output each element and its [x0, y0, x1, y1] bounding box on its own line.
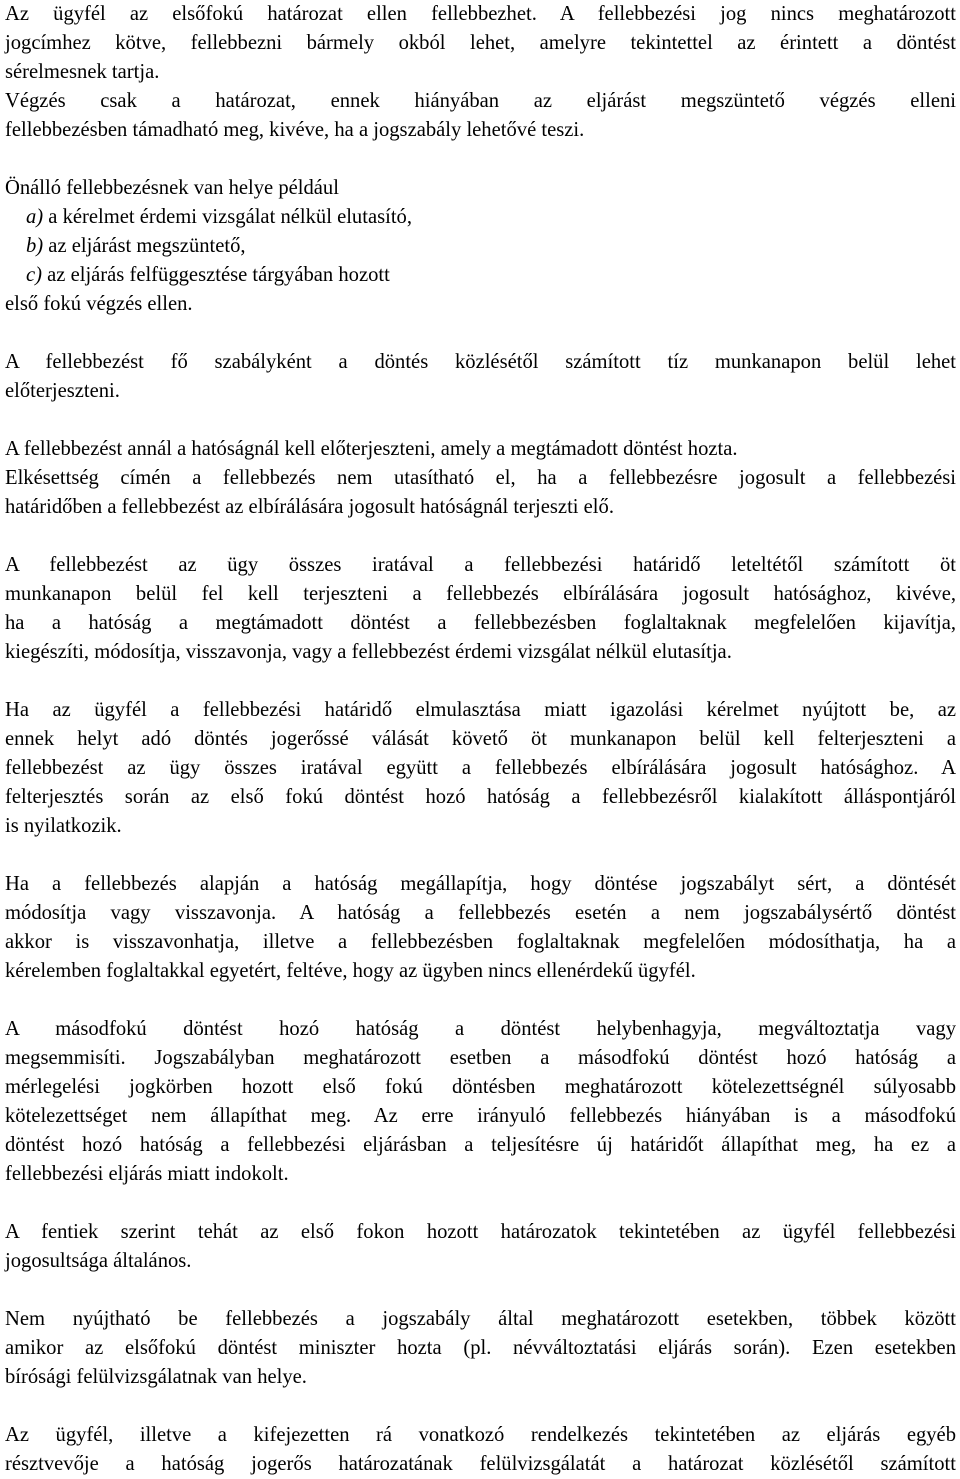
- text-line: A másodfokú döntést hozó hatóság a döntést helybenhagyja, megváltoztatja vagy: [5, 1018, 956, 1040]
- paragraph-spacer: [5, 1392, 956, 1421]
- paragraph-spacer: [5, 1189, 956, 1218]
- text-line: előterjeszteni.: [5, 380, 120, 402]
- text-line: A fellebbezést annál a hatóságnál kell előterjeszteni, amely a megtámadott döntést hozta.: [5, 438, 738, 460]
- text-line: mérlegelési jogkörben hozott első fokú döntésben meghatározott kötelezettségnél súlyosabb: [5, 1076, 956, 1098]
- text-line: Végzés csak a határozat, ennek hiányában az eljárást megszüntető végzés elleni: [5, 90, 956, 112]
- list-item: [26, 232, 956, 261]
- list-item-text: az eljárás felfüggesztése tárgyában hozott: [42, 264, 390, 286]
- text-line: sérelmesnek tartja.: [5, 61, 160, 83]
- paragraph: [5, 1305, 956, 1392]
- text-line: Ha a fellebbezés alapján a hatóság megállapítja, hogy döntése jogszabályt sért, a döntését: [5, 873, 956, 895]
- paragraph-spacer: [5, 986, 956, 1015]
- list-intro: Önálló fellebbezésnek van helye például: [5, 177, 339, 199]
- text-line: módosítja vagy visszavonja. A hatóság a fellebbezés esetén a nem jogszabálysértő döntést: [5, 902, 956, 924]
- paragraph: [5, 435, 956, 522]
- paragraph: [5, 1218, 956, 1276]
- text-line: Elkésettség címén a fellebbezés nem utasítható el, ha a fellebbezésre jogosult a fellebbezési: [5, 467, 956, 489]
- text-line: munkanapon belül fel kell terjeszteni a fellebbezés elbírálására jogosult hatósághoz, kivéve,: [5, 583, 956, 605]
- list-item: [26, 261, 956, 290]
- text-line: fellebbezésben támadható meg, kivéve, ha a jogszabály lehetővé teszi.: [5, 119, 585, 141]
- list-marker: c): [26, 264, 42, 286]
- paragraph: [5, 551, 956, 667]
- text-line: kötelezettséget nem állapíthat meg. Az erre irányuló fellebbezés hiányában is a másodfokú: [5, 1105, 956, 1127]
- text-line: is nyilatkozik.: [5, 815, 122, 837]
- text-line: Az ügyfél az elsőfokú határozat ellen fellebbezhet. A fellebbezési jog nincs meghatározott: [5, 3, 956, 25]
- list-item: [26, 203, 956, 232]
- text-line: ha a hatóság a megtámadott döntést a fellebbezésben foglaltaknak megfelelően kijavítja,: [5, 612, 956, 634]
- list-outro: első fokú végzés ellen.: [5, 293, 193, 315]
- enumerated-list: [5, 203, 956, 290]
- text-body: [5, 0, 956, 1479]
- text-line: jogcímhez kötve, fellebbezni bármely okból lehet, amelyre tekintettel az érintett a döntést: [5, 32, 956, 54]
- text-line: résztvevője a hatóság jogerős határozatának felülvizsgálatát a határozat közlésétől számított: [5, 1453, 956, 1475]
- paragraph: [5, 348, 956, 406]
- text-line: határidőben a fellebbezést az elbírálására jogosult hatóságnál terjeszti elő.: [5, 496, 614, 518]
- text-line: döntést hozó hatóság a fellebbezési eljárásban a teljesítésre új határidőt állapíthat meg, ha ez a: [5, 1134, 956, 1156]
- paragraph: [5, 1015, 956, 1189]
- text-line: kiegészíti, módosítja, visszavonja, vagy a fellebbezést érdemi vizsgálat nélkül elutasítja.: [5, 641, 732, 663]
- paragraph: [5, 174, 956, 319]
- paragraph: [5, 0, 956, 145]
- paragraph-spacer: [5, 145, 956, 174]
- paragraph: [5, 1421, 956, 1479]
- text-line: amikor az elsőfokú döntést miniszter hozta (pl. névváltoztatási eljárás során). Ezen esetekben: [5, 1337, 956, 1359]
- paragraph-spacer: [5, 406, 956, 435]
- text-line: fellebbezési eljárás miatt indokolt.: [5, 1163, 289, 1185]
- paragraph-spacer: [5, 667, 956, 696]
- text-line: felterjesztés során az első fokú döntést hozó hatóság a fellebbezésről kialakított álláspontjáról: [5, 786, 956, 808]
- text-line: jogosultsága általános.: [5, 1250, 192, 1272]
- paragraph: [5, 696, 956, 841]
- text-line: Ha az ügyfél a fellebbezési határidő elmulasztása miatt igazolási kérelmet nyújtott be, az: [5, 699, 956, 721]
- list-item-text: a kérelmet érdemi vizsgálat nélkül elutasító,: [43, 206, 412, 228]
- list-marker: b): [26, 235, 44, 257]
- paragraph: [5, 870, 956, 986]
- text-line: kérelemben foglaltakkal egyetért, feltéve, hogy az ügyben nincs ellenérdekű ügyfél.: [5, 960, 696, 982]
- text-line: A fellebbezést fő szabályként a döntés közlésétől számított tíz munkanapon belül lehet: [5, 351, 956, 373]
- text-line: ennek helyt adó döntés jogerőssé válását követő öt munkanapon belül kell felterjeszteni a: [5, 728, 956, 750]
- text-line: bírósági felülvizsgálatnak van helye.: [5, 1366, 307, 1388]
- list-marker: a): [26, 206, 44, 228]
- text-line: megsemmisíti. Jogszabályban meghatározott esetben a másodfokú döntést hozó hatóság a: [5, 1047, 956, 1069]
- paragraph-spacer: [5, 841, 956, 870]
- text-line: Nem nyújtható be fellebbezés a jogszabály által meghatározott esetekben, többek között: [5, 1308, 956, 1330]
- text-line: fellebbezést az ügy összes iratával együtt a fellebbezés elbírálására jogosult hatósághoz. A: [5, 757, 956, 779]
- list-item-text: az eljárást megszüntető,: [43, 235, 246, 257]
- text-line: A fentiek szerint tehát az első fokon hozott határozatok tekintetében az ügyfél fellebbezési: [5, 1221, 956, 1243]
- text-line: akkor is visszavonhatja, illetve a fellebbezésben foglaltaknak megfelelően módosíthatja, ha a: [5, 931, 956, 953]
- paragraph-spacer: [5, 319, 956, 348]
- text-line: Az ügyfél, illetve a kifejezetten rá vonatkozó rendelkezés tekintetében az eljárás egyéb: [5, 1424, 956, 1446]
- paragraph-spacer: [5, 1276, 956, 1305]
- text-line: A fellebbezést az ügy összes iratával a fellebbezési határidő leteltétől számított öt: [5, 554, 956, 576]
- paragraph-spacer: [5, 522, 956, 551]
